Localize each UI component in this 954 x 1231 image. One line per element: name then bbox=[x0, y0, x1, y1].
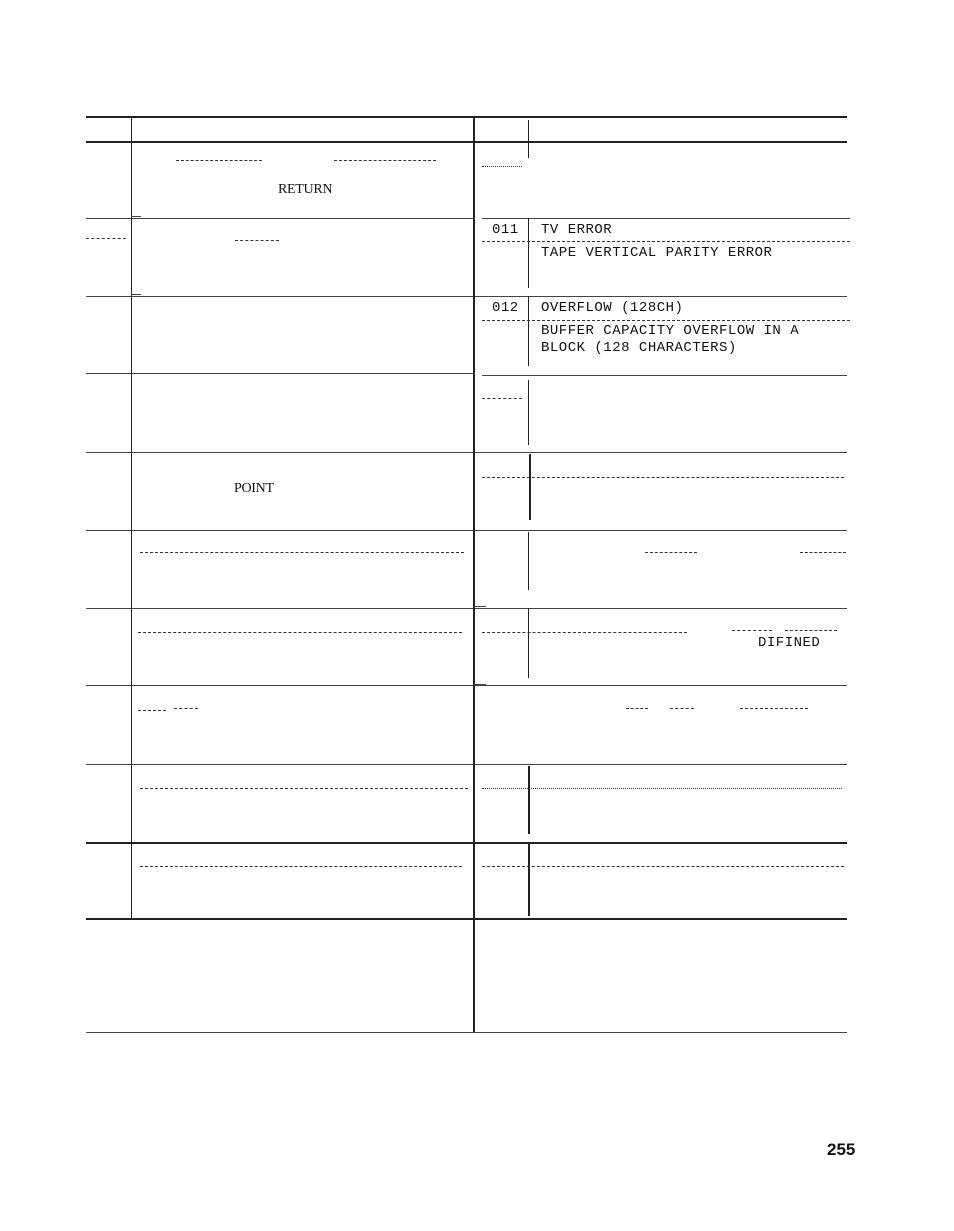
faded-text bbox=[740, 708, 808, 709]
row-separator bbox=[86, 764, 847, 765]
code-011: 011 bbox=[492, 222, 519, 238]
tv-error-title: TV ERROR bbox=[541, 222, 613, 238]
column-rule-3 bbox=[528, 380, 529, 445]
column-rule-3 bbox=[528, 120, 529, 158]
faded-text bbox=[785, 630, 837, 631]
row-separator bbox=[86, 530, 847, 531]
row-separator bbox=[86, 685, 847, 686]
faded-text bbox=[482, 241, 850, 242]
faded-text bbox=[140, 866, 462, 867]
faded-text bbox=[626, 708, 648, 709]
column-rule-3 bbox=[528, 296, 529, 366]
faded-text bbox=[482, 477, 844, 478]
faded-text bbox=[482, 788, 842, 789]
faded-text bbox=[482, 866, 844, 867]
faded-text bbox=[140, 788, 468, 789]
column-rule-3 bbox=[528, 532, 529, 590]
row-separator bbox=[86, 608, 847, 609]
overflow-description-line-1: BUFFER CAPACITY OVERFLOW IN A bbox=[541, 323, 800, 339]
row-separator bbox=[482, 375, 847, 376]
row-separator bbox=[86, 842, 847, 844]
faded-text bbox=[138, 710, 166, 711]
column-rule-3 bbox=[528, 844, 530, 916]
faded-text bbox=[235, 240, 279, 241]
table-header-rule bbox=[86, 141, 847, 143]
row-separator bbox=[86, 296, 847, 297]
point-label: POINT bbox=[234, 481, 274, 496]
faded-text bbox=[176, 160, 262, 161]
column-rule-3 bbox=[528, 766, 530, 834]
table-body-bottom-rule bbox=[86, 918, 847, 920]
page-number: 255 bbox=[827, 1140, 856, 1159]
faded-text bbox=[732, 630, 772, 631]
faded-text bbox=[140, 552, 464, 553]
return-label: RETURN bbox=[278, 182, 333, 197]
faded-text bbox=[670, 708, 694, 709]
tick-mark bbox=[474, 684, 486, 685]
faded-text bbox=[645, 552, 697, 553]
tick-mark bbox=[131, 294, 141, 295]
code-012: 012 bbox=[492, 300, 519, 316]
column-rule-2 bbox=[473, 116, 475, 1032]
faded-text bbox=[482, 166, 522, 167]
overflow-title: OVERFLOW (128CH) bbox=[541, 300, 684, 316]
tick-mark bbox=[131, 216, 141, 217]
overflow-description-line-2: BLOCK (128 CHARACTERS) bbox=[541, 340, 737, 356]
column-rule-3 bbox=[528, 608, 529, 678]
row-separator bbox=[86, 452, 847, 453]
column-rule-1 bbox=[131, 116, 132, 918]
column-rule-3 bbox=[529, 454, 531, 520]
faded-text bbox=[334, 160, 436, 161]
difined-label: DIFINED bbox=[758, 635, 821, 651]
faded-text bbox=[482, 632, 687, 633]
row-separator bbox=[86, 218, 474, 219]
faded-text bbox=[482, 320, 850, 321]
table-top-rule bbox=[86, 116, 847, 118]
faded-text bbox=[800, 552, 846, 553]
row-separator bbox=[86, 373, 474, 374]
faded-text bbox=[174, 708, 198, 709]
tick-mark bbox=[474, 606, 486, 607]
row-separator bbox=[482, 218, 850, 219]
faded-text bbox=[138, 632, 462, 633]
faded-text bbox=[482, 398, 522, 399]
table-bottom-rule bbox=[86, 1032, 847, 1033]
tv-error-description: TAPE VERTICAL PARITY ERROR bbox=[541, 245, 773, 261]
faded-text bbox=[86, 238, 126, 239]
column-rule-3 bbox=[528, 218, 529, 288]
